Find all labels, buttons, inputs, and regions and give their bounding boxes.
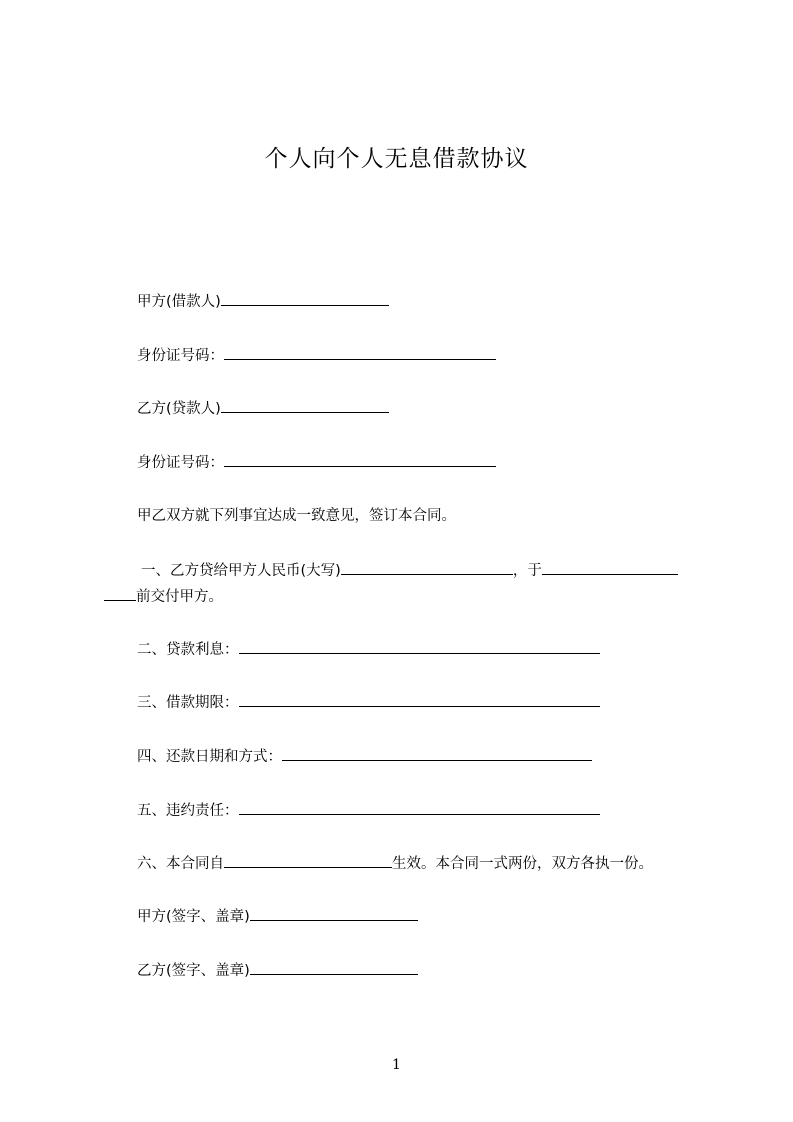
id-b-line	[137, 452, 496, 473]
id-a-line	[137, 345, 496, 366]
liability-blank[interactable]	[239, 800, 600, 815]
clause-6-prefix: 六、本合同自	[137, 856, 224, 872]
date-blank[interactable]	[542, 560, 678, 575]
clause-1-suffix: 前交付甲方。	[136, 589, 223, 605]
sign-b-label: 乙方(签字、盖章)	[137, 963, 250, 979]
clause-6-line	[137, 853, 653, 874]
sign-a-label: 甲方(签字、盖章)	[137, 909, 250, 925]
sign-b-blank[interactable]	[250, 960, 418, 975]
clause-6-suffix: 生效。本合同一式两份，双方各执一份。	[392, 856, 653, 872]
clause-1-line	[141, 560, 678, 581]
page-number: 1	[392, 1057, 401, 1073]
sign-a-line	[137, 906, 418, 927]
clause-3-label: 三、借款期限：	[137, 695, 239, 711]
id-b-blank[interactable]	[224, 452, 496, 467]
date-blank-cont[interactable]	[104, 586, 136, 601]
party-b-label: 乙方(贷款人)	[137, 401, 221, 417]
party-a-blank[interactable]	[221, 291, 389, 306]
clause-1-prefix: 一、乙方贷给甲方人民币(大写)	[141, 563, 341, 579]
interest-blank[interactable]	[239, 639, 600, 654]
party-b-blank[interactable]	[221, 398, 389, 413]
clause-1-line-2	[104, 586, 223, 607]
party-b-line	[137, 398, 389, 419]
clause-3-line	[137, 692, 600, 713]
party-a-label: 甲方(借款人)	[137, 294, 221, 310]
document-title: 个人向个人无息借款协议	[264, 146, 529, 172]
clause-2-label: 二、贷款利息：	[137, 642, 239, 658]
sign-a-blank[interactable]	[250, 906, 418, 921]
clause-5-label: 五、违约责任：	[137, 803, 239, 819]
clause-4-label: 四、还款日期和方式：	[137, 749, 282, 765]
party-a-line	[137, 291, 389, 312]
clause-1-middle: ，于	[512, 563, 542, 579]
sign-b-line	[137, 960, 418, 981]
intro-text: 甲乙双方就下列事宜达成一致意见，签订本合同。	[137, 508, 456, 524]
clause-2-line	[137, 639, 600, 660]
clause-5-line	[137, 800, 600, 821]
clause-4-line	[137, 746, 592, 767]
id-a-blank[interactable]	[224, 345, 496, 360]
effective-date-blank[interactable]	[224, 853, 392, 868]
id-a-label: 身份证号码：	[137, 348, 224, 364]
term-blank[interactable]	[239, 692, 600, 707]
amount-blank[interactable]	[341, 560, 513, 575]
id-b-label: 身份证号码：	[137, 455, 224, 471]
repayment-blank[interactable]	[282, 746, 592, 761]
